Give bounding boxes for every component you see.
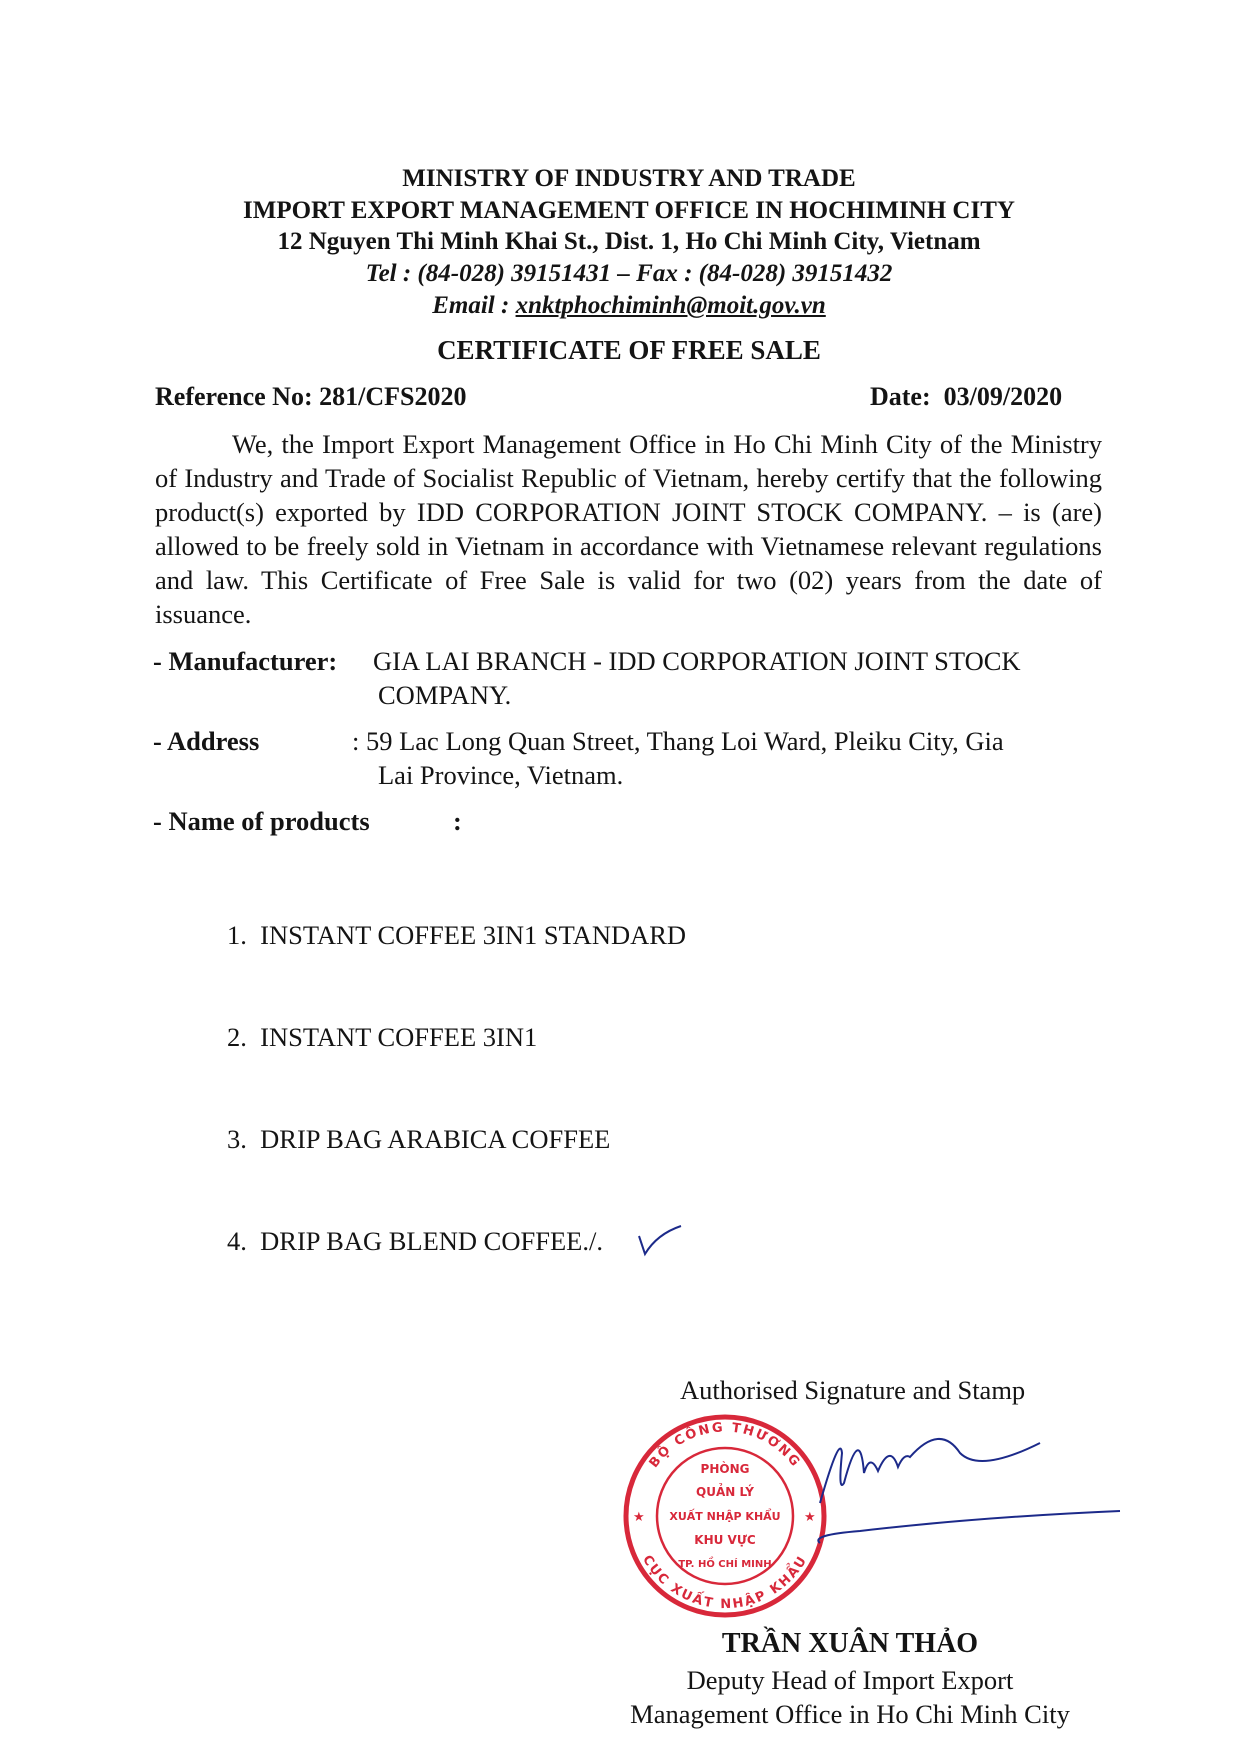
manufacturer-value — [373, 644, 1102, 712]
list-item: 3. DRIP BAG ARABICA COFFEE — [227, 1124, 611, 1154]
tel-fax: Tel : (84-028) 39151431 – Fax : (84-028) 39151432 — [365, 260, 893, 287]
certificate-body — [153, 427, 1102, 1729]
email-line — [0, 291, 1242, 321]
address-value — [352, 724, 1102, 792]
signatory-role-line1: Deputy Head of Import Export — [686, 1665, 1014, 1695]
star-icon: ★ — [804, 1509, 816, 1524]
ministry-name: MINISTRY OF INDUSTRY AND TRADE — [402, 165, 856, 192]
office-name: IMPORT EXPORT MANAGEMENT OFFICE IN HOCHIMINH CITY — [243, 197, 1015, 224]
address-label: - Address — [153, 726, 260, 756]
stamp-line: TP. HỒ CHÍ MINH — [678, 1559, 772, 1570]
stamp-outer-bottom: CỤC XUẤT NHẬP KHẨU — [639, 1552, 811, 1613]
address-line2: Lai Province, Vietnam. — [378, 760, 624, 790]
list-item-last — [227, 1224, 1102, 1258]
products-colon: : — [453, 806, 462, 836]
manufacturer-label: - Manufacturer: — [153, 646, 338, 676]
certification-paragraph: We, the Import Export Management Office in Ho Chi Minh City of the Ministry of Industry and Trade of Socialist Republic of Vietnam, hereby certify that the following product(s) exported by IDD CORPORATION JOINT STOCK COMPANY. – is (are) allowed to be freely sold in Vietnam in accordance with Vietnamese relevant regulations and law. This Certificate of Free Sale is valid for two (02) years from the date of issuance. — [155, 429, 1102, 629]
product-list — [227, 850, 1102, 1326]
date-label: Date: — [870, 382, 931, 411]
email-link[interactable]: xnktphochiminh@moit.gov.vn — [515, 292, 826, 319]
office-address: 12 Nguyen Thi Minh Khai St., Dist. 1, Ho Chi Minh City, Vietnam — [277, 228, 981, 255]
star-icon: ★ — [633, 1509, 645, 1524]
signatory-name: TRẦN XUÂN THẢO — [721, 1628, 979, 1659]
handwritten-signature — [780, 1413, 1130, 1553]
certificate-title: CERTIFICATE OF FREE SALE — [437, 335, 821, 365]
manufacturer-line1: GIA LAI BRANCH - IDD CORPORATION JOINT STOCK — [373, 646, 1021, 676]
signatory-role-line2: Management Office in Ho Chi Minh City — [630, 1699, 1070, 1729]
date — [870, 382, 1062, 412]
products-row — [155, 804, 1102, 838]
date-value: 03/09/2020 — [943, 382, 1063, 411]
stamp-outer-top: BỘ CÔNG THƯƠNG — [646, 1420, 804, 1471]
reference-number: Reference No: 281/CFS2020 — [155, 382, 467, 411]
manufacturer-line2: COMPANY. — [378, 680, 512, 710]
list-item: 1. INSTANT COFFEE 3IN1 STANDARD — [227, 920, 687, 950]
stamp-line: QUẢN LÝ — [696, 1485, 754, 1499]
stamp-line: XUẤT NHẬP KHẨU — [669, 1510, 781, 1523]
stamp-line: PHÒNG — [700, 1462, 750, 1476]
signature-label: Authorised Signature and Stamp — [680, 1375, 1026, 1405]
list-item: 4. DRIP BAG BLEND COFFEE./. — [227, 1226, 603, 1256]
stamp-line: KHU VỰC — [694, 1533, 756, 1547]
products-label: - Name of products — [153, 806, 370, 836]
signature-block — [155, 1373, 1102, 1729]
email-label: Email : — [432, 292, 516, 319]
list-item: 2. INSTANT COFFEE 3IN1 — [227, 1022, 538, 1052]
address-row — [155, 724, 1102, 792]
initial-mark — [635, 1220, 685, 1260]
manufacturer-row — [155, 644, 1102, 712]
address-line1: : 59 Lac Long Quan Street, Thang Loi Ward, Pleiku City, Gia — [352, 726, 1004, 756]
